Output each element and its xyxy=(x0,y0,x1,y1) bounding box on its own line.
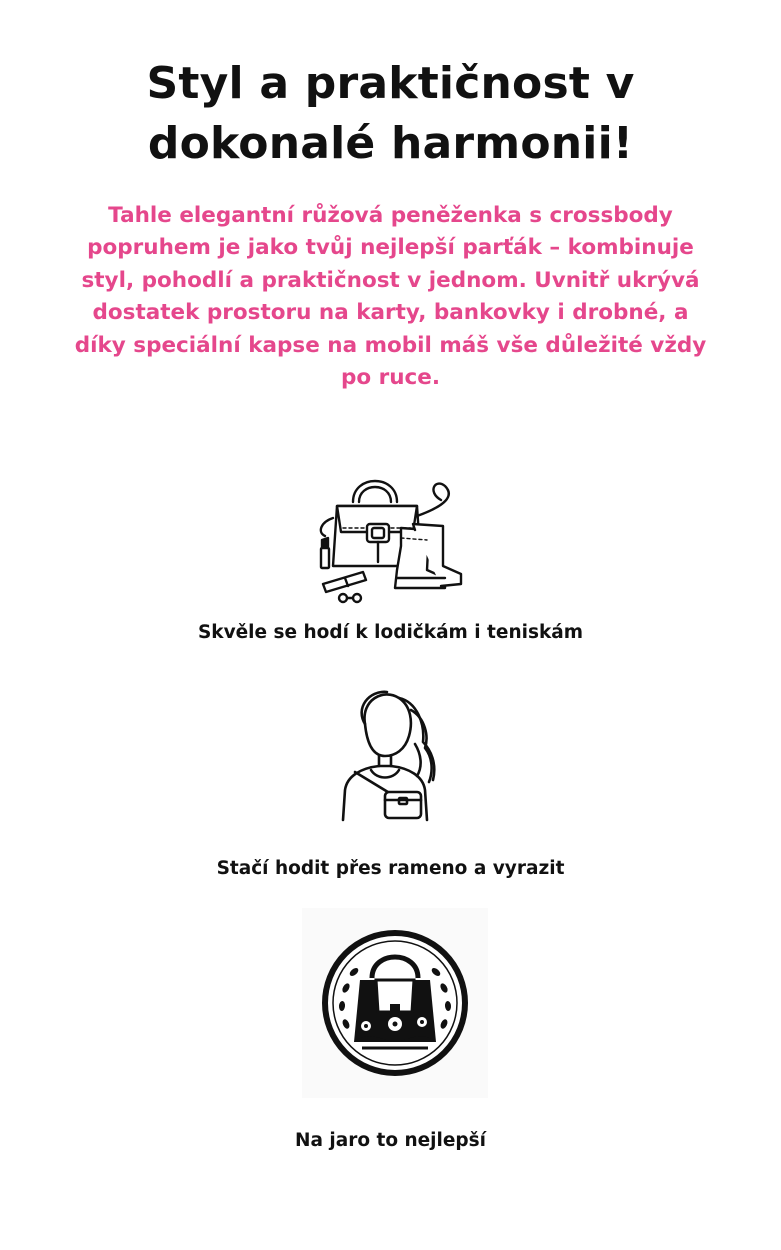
feature-caption-shoulder: Stačí hodit přes rameno a vyrazit xyxy=(216,858,565,879)
feature-caption-spring: Na jaro to nejlepší xyxy=(294,1130,487,1151)
woman-crossbody-illustration xyxy=(325,684,445,824)
page-title: Styl a praktičnost v dokonalé harmonii! xyxy=(146,58,635,169)
product-description: Tahle elegantní růžová peněženka s crossbody popruhem je jako tvůj nejlepší parťák – kombinuje styl, pohodlí a praktičnost v jednom. Uvnitř ukrývá dostatek prostoru na karty, bankovky i drobné, a díky speciální kapse na mobil máš vše důležité vždy po ruce. xyxy=(74,203,707,391)
floral-handbag-badge-illustration xyxy=(302,908,488,1098)
feature-caption-shoes: Skvěle se hodí k lodičkám i teniskám xyxy=(197,622,584,643)
handbag-boots-illustration xyxy=(305,466,475,606)
